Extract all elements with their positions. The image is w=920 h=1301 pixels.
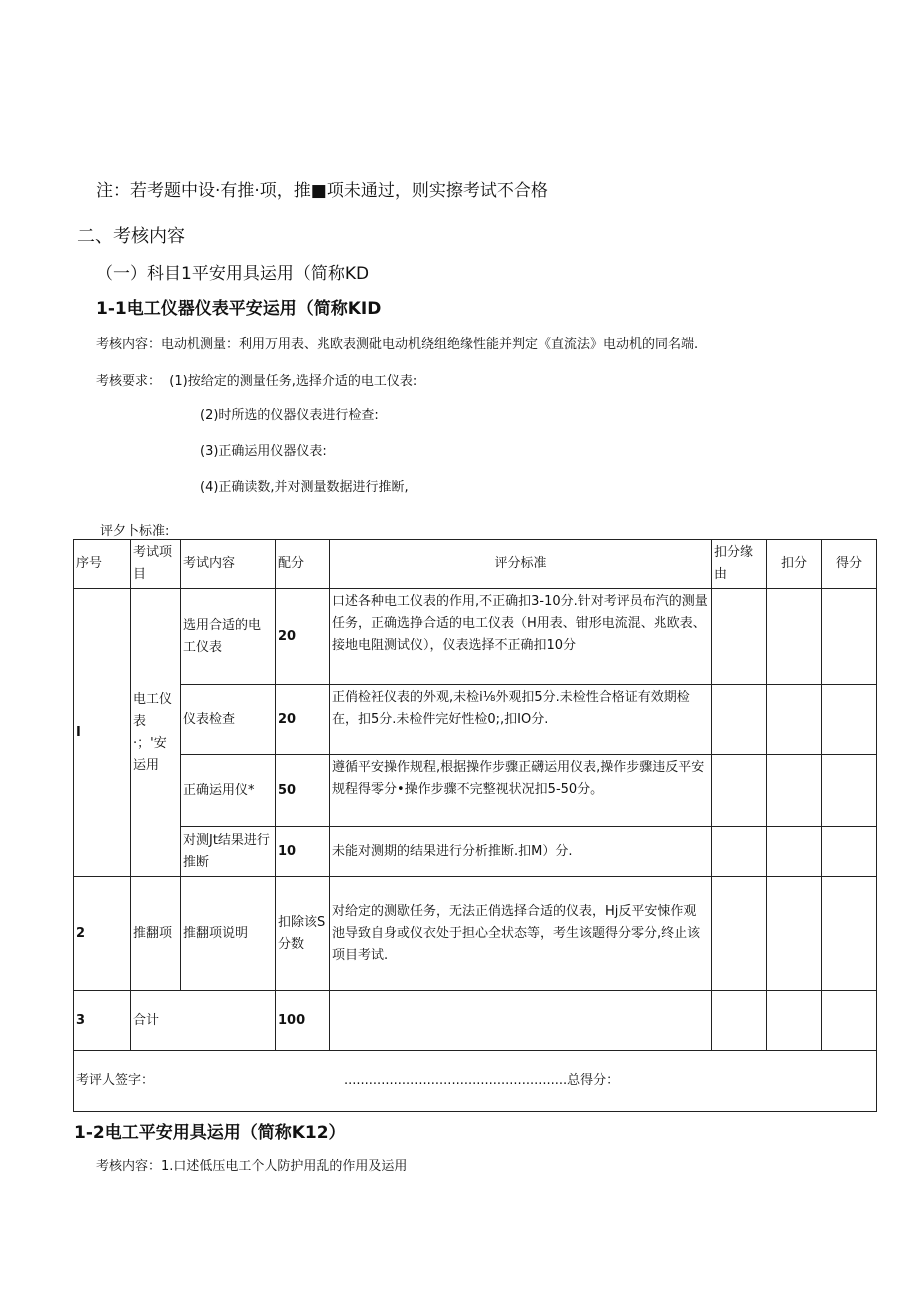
standard: 未能对测期的结果进行分析推断.扣M）分.: [330, 827, 712, 877]
scoring-table: [73, 539, 877, 1112]
score: 50: [276, 755, 330, 827]
table-row: [74, 991, 877, 1051]
header-cell: 得分: [822, 540, 877, 589]
deduct-cell: [767, 685, 822, 755]
deduct-cell: [767, 589, 822, 685]
exam-content: 选用合适的电工仪表: [181, 589, 276, 685]
item-1-2-content: 考核内容：1.口述低压电工个人防护用乱的作用及运用: [96, 1159, 408, 1174]
score-cell: [822, 755, 877, 827]
deduct-cell: [767, 827, 822, 877]
signature-cell: [74, 1051, 877, 1112]
standard: 对给定的测歇任务，无法正俏选择合适的仪表，Hj反平安悚作观池导致自身或仪衣处于担心全状态等，考生该题得分零分,终止该项目考试.: [330, 877, 712, 991]
score-cell: [822, 877, 877, 991]
table-row: [74, 827, 877, 877]
reason-cell: [712, 589, 767, 685]
exam-item: 电工仪表·；'安运用: [131, 589, 181, 877]
reason-cell: [712, 827, 767, 877]
exam-content: 推翻项说明: [181, 877, 276, 991]
table-row: [74, 755, 877, 827]
score-cell: [822, 991, 877, 1051]
row-number: 2: [74, 877, 131, 991]
signature-label: 考评人签字：: [76, 1073, 155, 1088]
table-row: [74, 877, 877, 991]
exam-content: 正确运用仪*: [181, 755, 276, 827]
reason-cell: [712, 755, 767, 827]
total-score-label: ......................................................总得分：: [344, 1073, 620, 1088]
header-cell: 考试项目: [131, 540, 181, 589]
item-1-2-title: 1-2电工平安用具运用（简称K12）: [74, 1123, 346, 1143]
deduct-cell: [767, 877, 822, 991]
score: 20: [276, 685, 330, 755]
scoring-label: 评夕卜标准:: [100, 524, 170, 539]
deduct-cell: [767, 991, 822, 1051]
subject-heading: （一）科目1平安用具运用（简称KD: [96, 264, 370, 284]
header-cell: 考试内容: [181, 540, 276, 589]
header-cell: 序号: [74, 540, 131, 589]
exam-item: 推翻项: [131, 877, 181, 991]
header-cell: 评分标准: [330, 540, 712, 589]
requirement-label: 考核要求：: [96, 374, 162, 389]
score-cell: [822, 685, 877, 755]
requirement-1: [96, 370, 417, 389]
standard: 口述各种电工仪表的作用,不正确扣3-10分.针对考评员布汽的测量任务，正确选挣合适的电工仪表（H用表、钳形电流混、兆欧表、接地电阻测试仪），仪表选择不正确扣10分: [330, 589, 712, 685]
standard: 正俏检衽仪表的外观,未检i⅛外观扣5分.未检性合格证有效期检在，扣5分.未检件完好性检0;,扣IO分.: [330, 685, 712, 755]
exam-content: 对测Jt结果进行推断: [181, 827, 276, 877]
exam-content: 仪表检查: [181, 685, 276, 755]
score: 10: [276, 827, 330, 877]
requirement-3: (3)正确运用仪器仪表:: [200, 444, 327, 459]
item-1-1-title: 1-1电工仪器仪表平安运用（简称KID: [96, 299, 382, 319]
standard: [330, 991, 712, 1051]
header-cell: 扣分: [767, 540, 822, 589]
reason-cell: [712, 685, 767, 755]
header-cell: 扣分缘由: [712, 540, 767, 589]
note-text: 注：若考题中设·有推·项，推■项未通过，则实擦考试不合格: [96, 181, 548, 201]
deduct-cell: [767, 755, 822, 827]
item-1-1-content: 考核内容：电动机测量：利用万用表、兆欧表测砒电动机绕组绝缘性能并判定《直流法》电动机的同名端.: [96, 337, 699, 352]
score: 扣除该S分数: [276, 877, 330, 991]
score-cell: [822, 589, 877, 685]
score-cell: [822, 827, 877, 877]
score: 20: [276, 589, 330, 685]
requirement-text: (1)按给定的测量任务,选择介适的电工仪表:: [169, 374, 418, 389]
section-heading: 二、考核内容: [77, 226, 185, 247]
table-row: [74, 589, 877, 685]
table-header-row: [74, 540, 877, 589]
standard: 遵循平安操作规程,根据操作步骤正礴运用仪表,操作步骤违反平安规程得零分•操作步骤不完整视状况扣5-50分。: [330, 755, 712, 827]
reason-cell: [712, 877, 767, 991]
reason-cell: [712, 991, 767, 1051]
total-score: 100: [276, 991, 330, 1051]
header-cell: 配分: [276, 540, 330, 589]
table-row: [74, 685, 877, 755]
signature-row: [74, 1051, 877, 1112]
row-number: 3: [74, 991, 131, 1051]
requirement-4: (4)正确读数,并对测量数据进行推断,: [200, 480, 409, 495]
total-label: 合计: [131, 991, 276, 1051]
row-number: I: [74, 589, 131, 877]
requirement-2: (2)时所选的仪器仪表进行检查:: [200, 408, 379, 423]
